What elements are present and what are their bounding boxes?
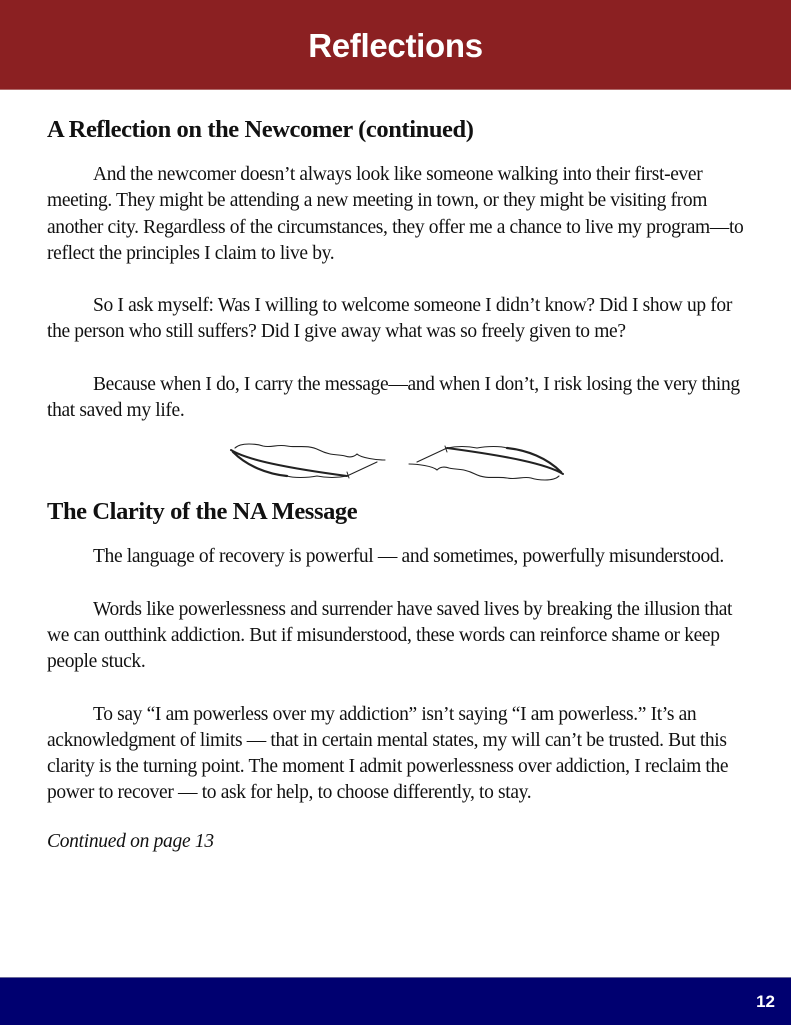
footer-bar — [0, 977, 791, 1025]
page-number: 12 — [756, 992, 775, 1011]
feather-ornament-icon — [47, 438, 747, 488]
section-heading: The Clarity of the NA Message — [47, 498, 358, 526]
page-title: Reflections — [308, 26, 483, 64]
page-content — [47, 112, 747, 853]
section-newcomer — [47, 112, 747, 424]
paragraph: Because when I do, I carry the message—and when I don’t, I risk losing the very thing that saved my life. — [47, 373, 740, 422]
paragraph: To say “I am powerless over my addiction” isn’t saying “I am powerless.” It’s an acknowledgment of limits — that in certain mental states, my will can’t be trusted. But this clarity is the turning point. The moment I admit powerlessness over addiction, I reclaim the power to recover — to ask for help, to choose differently, to stay. — [47, 703, 729, 804]
section-heading: A Reflection on the Newcomer (continued) — [47, 116, 474, 143]
paragraph: So I ask myself: Was I willing to welcome someone I didn’t know? Did I show up for the person who still suffers? Did I give away what was so freely given to me? — [47, 295, 732, 343]
paragraph: And the newcomer doesn’t always look like someone walking into their first-ever meeting. They might be attending a new meeting in town, or they might be visiting from another city. Regardless of the circumstances, they offer me a chance to live my program—to reflect the principles I claim to live by. — [47, 164, 744, 264]
section-clarity — [47, 494, 747, 852]
paragraph: The language of recovery is powerful — and sometimes, powerfully misunderstood. — [93, 546, 724, 568]
header-bar — [0, 0, 791, 90]
continued-link: Continued on page 13 — [47, 830, 214, 852]
paragraph: Words like powerlessness and surrender have saved lives by breaking the illusion that we can outthink addiction. But if misunderstood, these words can reinforce shame or keep people stuck. — [47, 598, 733, 673]
